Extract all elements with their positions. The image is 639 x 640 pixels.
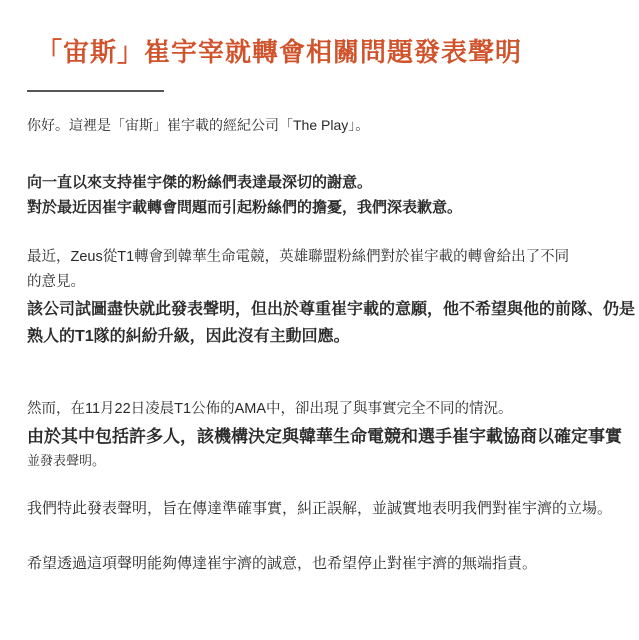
page-title: 「宙斯」崔宇宰就轉會相關問題發表聲明 xyxy=(36,37,523,67)
text-line: 然而，在11月22日凌晨T1公佈的AMA中，卻出現了與事實完全不同的情況。 xyxy=(27,401,513,417)
paragraph-company-response xyxy=(27,296,636,350)
paragraph-however-ama xyxy=(27,400,617,418)
paragraph-purpose xyxy=(27,500,617,518)
paragraph-decision xyxy=(27,424,622,470)
paragraph-recent-transfer xyxy=(27,245,617,295)
title-divider xyxy=(27,90,164,92)
text-line: 熟人的T1隊的糾紛升級，因此沒有主動回應。 xyxy=(27,328,350,345)
text-line: 由於其中包括許多人，該機構決定與韓華生命電競和選手崔宇載協商以確定事實 xyxy=(27,427,622,446)
paragraph-greeting xyxy=(27,116,617,134)
text-line: 你好。這裡是「宙斯」崔宇載的經紀公司「The Play」。 xyxy=(27,117,370,133)
text-line: 該公司試圖盡快就此發表聲明，但出於尊重崔宇載的意願，他不希望與他的前隊、仍是 xyxy=(27,301,636,318)
text-line: 向一直以來支持崔宇傑的粉絲們表達最深切的謝意。 xyxy=(27,174,373,191)
text-line: 對於最近因崔宇載轉會問題而引起粉絲們的擔憂，我們深表歉意。 xyxy=(27,199,463,216)
text-line: 的意見。 xyxy=(27,274,85,290)
paragraph-hope xyxy=(27,555,617,573)
text-line: 希望透過這項聲明能夠傳達崔宇濟的誠意，也希望停止對崔宇濟的無端指責。 xyxy=(27,555,538,572)
text-line: 並發表聲明。 xyxy=(27,453,106,468)
text-line: 我們特此發表聲明，旨在傳達準確事實，糾正誤解，並誠實地表明我們對崔宇濟的立場。 xyxy=(27,500,613,517)
paragraph-thanks xyxy=(27,170,617,220)
text-line: 最近，Zeus從T1轉會到韓華生命電競，英雄聯盟粉絲們對於崔宇載的轉會給出了不同 xyxy=(27,249,570,265)
